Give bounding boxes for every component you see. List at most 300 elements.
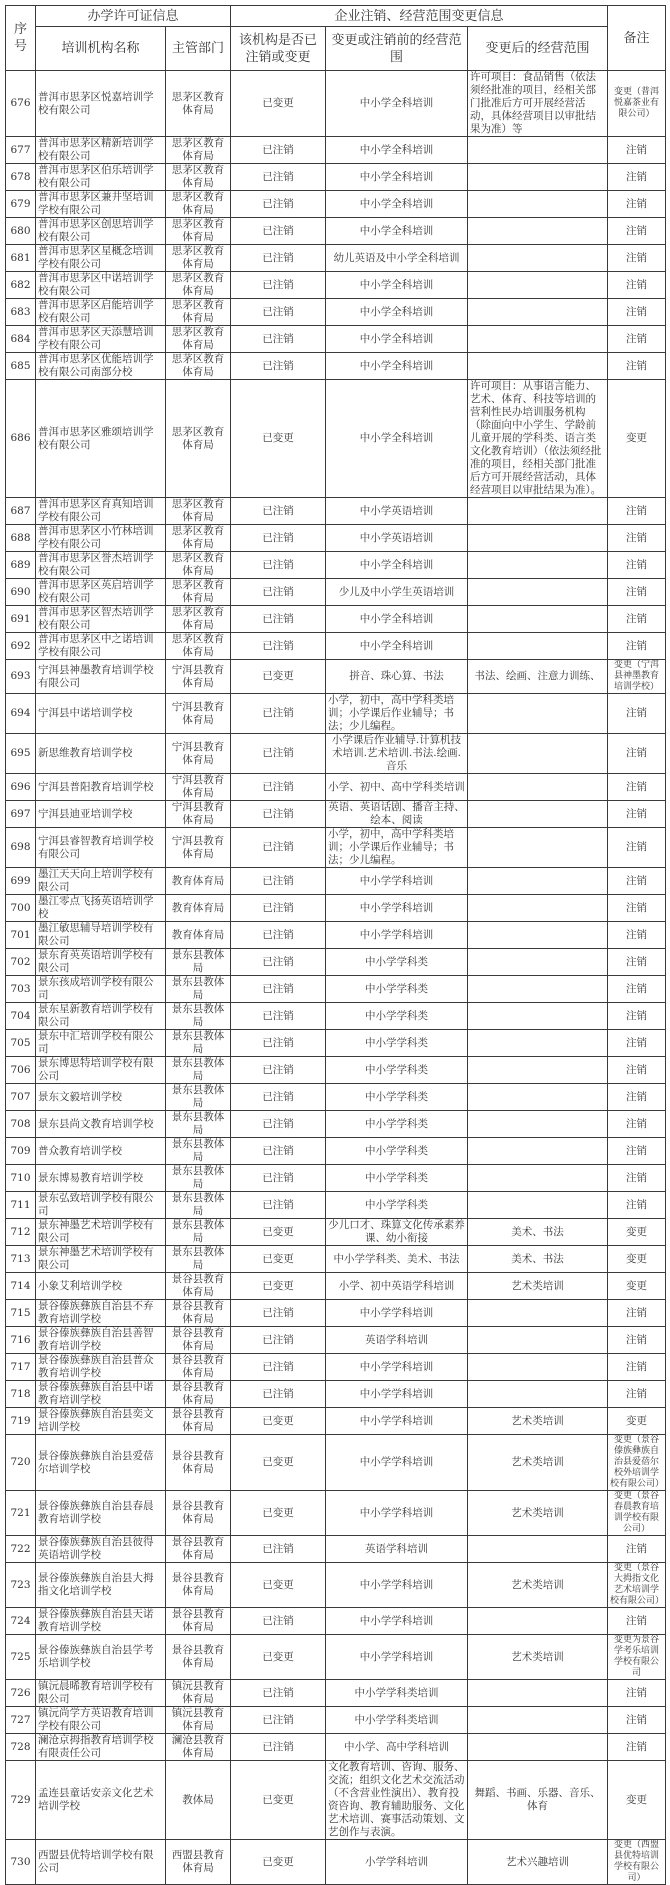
table-row bbox=[6, 868, 666, 895]
status: 已注销 bbox=[231, 326, 326, 353]
department: 镇沅县教育体育局 bbox=[166, 1680, 231, 1707]
remark: 变更（西盟县优特培训学校有限公司） bbox=[608, 1840, 666, 1885]
scope-before: 小学，初中，高中学科类培训；小学课后作业辅导；书法；少儿编程。 bbox=[326, 828, 468, 868]
scope-before: 中小学学科培训 bbox=[326, 1381, 468, 1408]
table-row bbox=[6, 895, 666, 922]
scope-before: 英语学科培训 bbox=[326, 1536, 468, 1563]
status: 已注销 bbox=[231, 218, 326, 245]
institution-name: 墨江天天向上培训学校有限公司 bbox=[36, 868, 166, 895]
institution-name: 普洱市思茅区中之诺培训学校有限公司 bbox=[36, 633, 166, 660]
scope-after bbox=[468, 353, 608, 380]
department: 景谷县教育体育局 bbox=[166, 1300, 231, 1327]
scope-before: 小学课后作业辅导.计算机技术培训.艺术培训.书法.绘画.音乐 bbox=[326, 734, 468, 774]
remark: 注销 bbox=[608, 1084, 666, 1111]
table-row bbox=[6, 1300, 666, 1327]
remark: 注销 bbox=[608, 579, 666, 606]
institution-name: 普洱市思茅区伯乐培训学校有限公司 bbox=[36, 164, 166, 191]
scope-before: 中小学全科培训 bbox=[326, 191, 468, 218]
scope-before: 中小学学科类 bbox=[326, 1057, 468, 1084]
scope-before: 少儿及中小学生英语培训 bbox=[326, 579, 468, 606]
row-number: 702 bbox=[6, 949, 36, 976]
institution-name: 宁洱县迪亚培训学校 bbox=[36, 801, 166, 828]
scope-after: 艺术类培训 bbox=[468, 1273, 608, 1300]
table-row bbox=[6, 606, 666, 633]
row-number: 695 bbox=[6, 734, 36, 774]
status: 已变更 bbox=[231, 660, 326, 694]
row-number: 707 bbox=[6, 1084, 36, 1111]
row-number: 706 bbox=[6, 1057, 36, 1084]
status: 已注销 bbox=[231, 1680, 326, 1707]
institution-name: 普洱市思茅区兼井坚培训学校有限公司 bbox=[36, 191, 166, 218]
department: 思茅区教育体育局 bbox=[166, 71, 231, 137]
scope-after bbox=[468, 498, 608, 525]
department: 宁洱县教育体育局 bbox=[166, 694, 231, 734]
scope-before: 中小学学科培训 bbox=[326, 895, 468, 922]
scope-after bbox=[468, 1536, 608, 1563]
scope-before: 中小学全科培训 bbox=[326, 380, 468, 498]
institution-name: 景东神墨艺术培训学校有限公司 bbox=[36, 1246, 166, 1273]
status: 已变更 bbox=[231, 1435, 326, 1491]
scope-after: 艺术类培训 bbox=[468, 1491, 608, 1536]
status: 已注销 bbox=[231, 895, 326, 922]
status: 已注销 bbox=[231, 1192, 326, 1219]
row-number: 682 bbox=[6, 272, 36, 299]
department: 景东县教体局 bbox=[166, 1246, 231, 1273]
scope-before: 中小学学科类 bbox=[326, 1084, 468, 1111]
table-row bbox=[6, 1635, 666, 1680]
institution-name: 景东育英英语培训学校有限公司 bbox=[36, 949, 166, 976]
scope-before: 中小学学科培训 bbox=[326, 1435, 468, 1491]
table-row bbox=[6, 1381, 666, 1408]
institution-name: 景谷傣族彝族自治县春晨教育培训学校 bbox=[36, 1491, 166, 1536]
department: 景东县教体局 bbox=[166, 1057, 231, 1084]
institution-name: 景东文毅培训学校 bbox=[36, 1084, 166, 1111]
scope-before: 中小学学科类 bbox=[326, 1165, 468, 1192]
institution-name: 墨江零点飞扬英语培训学校 bbox=[36, 895, 166, 922]
table-row bbox=[6, 1327, 666, 1354]
row-number: 705 bbox=[6, 1030, 36, 1057]
scope-after: 艺术类培训 bbox=[468, 1408, 608, 1435]
department: 景东县教体局 bbox=[166, 1192, 231, 1219]
department: 教育体育局 bbox=[166, 895, 231, 922]
scope-after bbox=[468, 895, 608, 922]
table-row bbox=[6, 922, 666, 949]
scope-after bbox=[468, 137, 608, 164]
row-number: 697 bbox=[6, 801, 36, 828]
table-row bbox=[6, 1408, 666, 1435]
remark: 变更 bbox=[608, 1219, 666, 1246]
institution-name: 镇沅晨晞教育培训学校有限公司 bbox=[36, 1680, 166, 1707]
status: 已注销 bbox=[231, 498, 326, 525]
institution-name: 普洱市思茅区育真知培训学校有限公司 bbox=[36, 498, 166, 525]
table-row bbox=[6, 1057, 666, 1084]
scope-after bbox=[468, 1138, 608, 1165]
table-row bbox=[6, 1563, 666, 1608]
remark: 变更（普洱悦嘉茶业有限公司） bbox=[608, 71, 666, 137]
institution-name: 景谷傣族彝族自治县彼得英语培训学校 bbox=[36, 1536, 166, 1563]
institution-name: 孟连县童话安亲文化艺术培训学校 bbox=[36, 1761, 166, 1840]
row-number: 709 bbox=[6, 1138, 36, 1165]
header-dept: 主管部门 bbox=[166, 27, 231, 71]
remark: 变更 bbox=[608, 380, 666, 498]
department: 思茅区教育体育局 bbox=[166, 191, 231, 218]
department: 思茅区教育体育局 bbox=[166, 633, 231, 660]
institution-name: 景东孩成培训学校有限公司 bbox=[36, 976, 166, 1003]
department: 景东县教体局 bbox=[166, 976, 231, 1003]
row-number: 708 bbox=[6, 1111, 36, 1138]
scope-after bbox=[468, 1300, 608, 1327]
institution-name: 景东中汇培训学校有限公司 bbox=[36, 1030, 166, 1057]
row-number: 727 bbox=[6, 1707, 36, 1734]
status: 已注销 bbox=[231, 1003, 326, 1030]
table-row bbox=[6, 660, 666, 694]
scope-before: 中小学全科培训 bbox=[326, 552, 468, 579]
row-number: 685 bbox=[6, 353, 36, 380]
scope-after: 美术、书法 bbox=[468, 1246, 608, 1273]
status: 已变更 bbox=[231, 1219, 326, 1246]
scope-after bbox=[468, 1680, 608, 1707]
scope-before: 中小学学科类 bbox=[326, 1111, 468, 1138]
remark: 注销 bbox=[608, 498, 666, 525]
scope-before: 小学学科培训 bbox=[326, 1840, 468, 1885]
status: 已变更 bbox=[231, 1840, 326, 1885]
table-row bbox=[6, 1030, 666, 1057]
status: 已注销 bbox=[231, 949, 326, 976]
institution-name: 景谷傣族彝族自治县善智教育培训学校 bbox=[36, 1327, 166, 1354]
remark: 注销 bbox=[608, 922, 666, 949]
status: 已变更 bbox=[231, 1761, 326, 1840]
remark: 注销 bbox=[608, 1138, 666, 1165]
scope-after bbox=[468, 1354, 608, 1381]
status: 已注销 bbox=[231, 1381, 326, 1408]
status: 已注销 bbox=[231, 137, 326, 164]
row-number: 680 bbox=[6, 218, 36, 245]
row-number: 679 bbox=[6, 191, 36, 218]
table-row bbox=[6, 579, 666, 606]
table-row bbox=[6, 1084, 666, 1111]
department: 思茅区教育体育局 bbox=[166, 606, 231, 633]
remark: 注销 bbox=[608, 949, 666, 976]
row-number: 693 bbox=[6, 660, 36, 694]
scope-after bbox=[468, 774, 608, 801]
scope-before: 拼音、珠心算、书法 bbox=[326, 660, 468, 694]
remark: 注销 bbox=[608, 606, 666, 633]
scope-after: 许可项目：食品销售（依法须经批准的项目，经相关部门批准后方可开展经营活动，具体经营项目以审批结果为准）等 bbox=[468, 71, 608, 137]
scope-before: 英语、英语话剧、播音主持、绘本、阅读 bbox=[326, 801, 468, 828]
institution-name: 普洱市思茅区小竹林培训学校有限公司 bbox=[36, 525, 166, 552]
department: 景东县教体局 bbox=[166, 1084, 231, 1111]
table-row bbox=[6, 498, 666, 525]
remark: 注销 bbox=[608, 525, 666, 552]
remark: 注销 bbox=[608, 1381, 666, 1408]
scope-before: 中小学学科类 bbox=[326, 1003, 468, 1030]
row-number: 714 bbox=[6, 1273, 36, 1300]
scope-before: 幼儿英语及中小学全科培训 bbox=[326, 245, 468, 272]
department: 思茅区教育体育局 bbox=[166, 272, 231, 299]
scope-after: 舞蹈、书画、乐器、音乐、体育 bbox=[468, 1761, 608, 1840]
remark: 注销 bbox=[608, 895, 666, 922]
status: 已注销 bbox=[231, 774, 326, 801]
department: 思茅区教育体育局 bbox=[166, 579, 231, 606]
table-row bbox=[6, 164, 666, 191]
table-row bbox=[6, 1165, 666, 1192]
scope-before: 中小学学科培训 bbox=[326, 1300, 468, 1327]
row-number: 715 bbox=[6, 1300, 36, 1327]
row-number: 728 bbox=[6, 1734, 36, 1761]
institution-name: 澜沧京拇指教育培训学校有限责任公司 bbox=[36, 1734, 166, 1761]
remark: 注销 bbox=[608, 976, 666, 1003]
institution-name: 景东弘致培训学校有限公司 bbox=[36, 1192, 166, 1219]
table-row bbox=[6, 1003, 666, 1030]
status: 已注销 bbox=[231, 1354, 326, 1381]
row-number: 719 bbox=[6, 1408, 36, 1435]
institution-name: 景东博思特培训学校有限公司 bbox=[36, 1057, 166, 1084]
scope-before: 中小学全科培训 bbox=[326, 299, 468, 326]
table-row bbox=[6, 299, 666, 326]
scope-before: 中小学学科培训 bbox=[326, 1491, 468, 1536]
department: 思茅区教育体育局 bbox=[166, 137, 231, 164]
department: 思茅区教育体育局 bbox=[166, 380, 231, 498]
institution-name: 普洱市思茅区悦嘉培训学校有限公司 bbox=[36, 71, 166, 137]
table-row bbox=[6, 976, 666, 1003]
institution-name: 普洱市思茅区中诺培训学校有限公司 bbox=[36, 272, 166, 299]
department: 景东县教体局 bbox=[166, 1138, 231, 1165]
scope-before: 中小学学科类 bbox=[326, 1192, 468, 1219]
table-row bbox=[6, 245, 666, 272]
row-number: 712 bbox=[6, 1219, 36, 1246]
remark: 注销 bbox=[608, 1003, 666, 1030]
row-number: 711 bbox=[6, 1192, 36, 1219]
status: 已变更 bbox=[231, 1408, 326, 1435]
institution-name: 景谷傣族彝族自治县不弃教育培训学校 bbox=[36, 1300, 166, 1327]
scope-after bbox=[468, 164, 608, 191]
row-number: 717 bbox=[6, 1354, 36, 1381]
table-row bbox=[6, 1192, 666, 1219]
institution-name: 景谷傣族彝族自治县天诺教育培训学校 bbox=[36, 1608, 166, 1635]
scope-before: 中小学、高中学科培训 bbox=[326, 1734, 468, 1761]
department: 景谷县教育体育局 bbox=[166, 1408, 231, 1435]
scope-after bbox=[468, 694, 608, 734]
scope-after bbox=[468, 922, 608, 949]
remark: 注销 bbox=[608, 191, 666, 218]
remark: 注销 bbox=[608, 1030, 666, 1057]
remark: 注销 bbox=[608, 164, 666, 191]
remark: 注销 bbox=[608, 801, 666, 828]
remark: 注销 bbox=[608, 633, 666, 660]
header-status: 该机构是否已注销或变更 bbox=[231, 27, 326, 71]
scope-after: 艺术类培训 bbox=[468, 1635, 608, 1680]
department: 景东县教体局 bbox=[166, 1030, 231, 1057]
status: 已变更 bbox=[231, 1491, 326, 1536]
table-row bbox=[6, 191, 666, 218]
scope-before: 中小学全科培训 bbox=[326, 633, 468, 660]
row-number: 686 bbox=[6, 380, 36, 498]
scope-after bbox=[468, 272, 608, 299]
institution-name: 景东星新教育培训学校有限公司 bbox=[36, 1003, 166, 1030]
row-number: 698 bbox=[6, 828, 36, 868]
scope-after bbox=[468, 633, 608, 660]
scope-after bbox=[468, 299, 608, 326]
table-row bbox=[6, 1273, 666, 1300]
row-number: 726 bbox=[6, 1680, 36, 1707]
institution-name: 普洱市思茅区天添慧培训学校有限公司 bbox=[36, 326, 166, 353]
institution-name: 普洱市思茅区智杰培训学校有限公司 bbox=[36, 606, 166, 633]
table-row bbox=[6, 1536, 666, 1563]
scope-after bbox=[468, 525, 608, 552]
table-row bbox=[6, 353, 666, 380]
status: 已注销 bbox=[231, 1707, 326, 1734]
scope-before: 中小学学科培训 bbox=[326, 1408, 468, 1435]
remark: 注销 bbox=[608, 326, 666, 353]
scope-after bbox=[468, 1030, 608, 1057]
status: 已注销 bbox=[231, 353, 326, 380]
status: 已注销 bbox=[231, 1327, 326, 1354]
status: 已注销 bbox=[231, 164, 326, 191]
department: 教育体育局 bbox=[166, 868, 231, 895]
institution-name: 墨江敏思辅导培训学校有限公司 bbox=[36, 922, 166, 949]
remark: 注销 bbox=[608, 694, 666, 734]
row-number: 716 bbox=[6, 1327, 36, 1354]
table-row bbox=[6, 694, 666, 734]
remark: 注销 bbox=[608, 272, 666, 299]
header-before: 变更或注销前的经营范围 bbox=[326, 27, 468, 71]
scope-before: 中小学学科类、美术、书法 bbox=[326, 1246, 468, 1273]
institution-name: 景谷傣族彝族自治县中诺教育培训学校 bbox=[36, 1381, 166, 1408]
row-number: 681 bbox=[6, 245, 36, 272]
department: 景谷县教育体育局 bbox=[166, 1381, 231, 1408]
remark: 注销 bbox=[608, 552, 666, 579]
scope-after bbox=[468, 1057, 608, 1084]
status: 已注销 bbox=[231, 801, 326, 828]
row-number: 678 bbox=[6, 164, 36, 191]
table-row bbox=[6, 1608, 666, 1635]
table-body bbox=[6, 71, 666, 1885]
row-number: 694 bbox=[6, 694, 36, 734]
department: 思茅区教育体育局 bbox=[166, 498, 231, 525]
department: 思茅区教育体育局 bbox=[166, 164, 231, 191]
status: 已注销 bbox=[231, 1300, 326, 1327]
row-number: 687 bbox=[6, 498, 36, 525]
row-number: 724 bbox=[6, 1608, 36, 1635]
row-number: 689 bbox=[6, 552, 36, 579]
department: 景谷县教育体育局 bbox=[166, 1563, 231, 1608]
status: 已注销 bbox=[231, 1536, 326, 1563]
status: 已注销 bbox=[231, 606, 326, 633]
status: 已注销 bbox=[231, 525, 326, 552]
department: 景谷县教育体育局 bbox=[166, 1435, 231, 1491]
status: 已注销 bbox=[231, 1111, 326, 1138]
status: 已变更 bbox=[231, 1246, 326, 1273]
table-row bbox=[6, 1761, 666, 1840]
department: 镇沅县教育体育局 bbox=[166, 1707, 231, 1734]
institution-name: 镇沅尚学方英语教育培训学校有限公司 bbox=[36, 1707, 166, 1734]
remark: 注销 bbox=[608, 774, 666, 801]
department: 西盟县教育体育局 bbox=[166, 1840, 231, 1885]
institution-name: 宁洱县普阳教育培训学校 bbox=[36, 774, 166, 801]
status: 已注销 bbox=[231, 245, 326, 272]
remark: 注销 bbox=[608, 1165, 666, 1192]
remark: 注销 bbox=[608, 245, 666, 272]
scope-before: 中小学全科培训 bbox=[326, 164, 468, 191]
scope-after bbox=[468, 1707, 608, 1734]
remark: 注销 bbox=[608, 1111, 666, 1138]
table-row bbox=[6, 774, 666, 801]
institution-name: 普众教育培训学校 bbox=[36, 1138, 166, 1165]
scope-before: 中小学全科培训 bbox=[326, 606, 468, 633]
remark: 注销 bbox=[608, 1057, 666, 1084]
institution-name: 普洱市思茅区创思培训学校有限公司 bbox=[36, 218, 166, 245]
table-row bbox=[6, 552, 666, 579]
department: 思茅区教育体育局 bbox=[166, 552, 231, 579]
remark: 变更（景谷春晨教育培训学校有限公司） bbox=[608, 1491, 666, 1536]
row-number: 710 bbox=[6, 1165, 36, 1192]
scope-after bbox=[468, 1608, 608, 1635]
remark: 变更为景谷学考乐培训学校有限公司 bbox=[608, 1635, 666, 1680]
department: 景东县教体局 bbox=[166, 1003, 231, 1030]
table-row bbox=[6, 1680, 666, 1707]
status: 已注销 bbox=[231, 1030, 326, 1057]
institution-name: 景谷傣族彝族自治县奕文培训学校 bbox=[36, 1408, 166, 1435]
table-row bbox=[6, 1219, 666, 1246]
scope-after bbox=[468, 1003, 608, 1030]
scope-after bbox=[468, 868, 608, 895]
scope-before: 中小学全科培训 bbox=[326, 326, 468, 353]
institution-name: 普洱市思茅区精新培训学校有限公司 bbox=[36, 137, 166, 164]
scope-after bbox=[468, 1165, 608, 1192]
scope-before: 中小学学科类培训 bbox=[326, 1680, 468, 1707]
table-row bbox=[6, 1246, 666, 1273]
remark: 注销 bbox=[608, 353, 666, 380]
row-number: 683 bbox=[6, 299, 36, 326]
row-number: 718 bbox=[6, 1381, 36, 1408]
scope-before: 中小学学科类 bbox=[326, 1138, 468, 1165]
status: 已注销 bbox=[231, 694, 326, 734]
row-number: 684 bbox=[6, 326, 36, 353]
scope-after bbox=[468, 1084, 608, 1111]
table-row bbox=[6, 525, 666, 552]
institution-name: 景东神墨艺术培训学校有限公司 bbox=[36, 1219, 166, 1246]
status: 已注销 bbox=[231, 734, 326, 774]
row-number: 725 bbox=[6, 1635, 36, 1680]
remark: 注销 bbox=[608, 299, 666, 326]
institution-name: 普洱市思茅区誉杰培训学校有限公司 bbox=[36, 552, 166, 579]
institution-name: 普洱市思茅区启能培训学校有限公司 bbox=[36, 299, 166, 326]
institution-name: 景谷傣族彝族自治县普众教育培训学校 bbox=[36, 1354, 166, 1381]
status: 已变更 bbox=[231, 71, 326, 137]
institution-name: 宁洱县中诺培训学校 bbox=[36, 694, 166, 734]
status: 已注销 bbox=[231, 579, 326, 606]
scope-before: 中小学全科培训 bbox=[326, 137, 468, 164]
status: 已注销 bbox=[231, 828, 326, 868]
table-row bbox=[6, 1840, 666, 1885]
row-number: 688 bbox=[6, 525, 36, 552]
institution-name: 景谷傣族彝族自治县学考乐培训学校 bbox=[36, 1635, 166, 1680]
status: 已注销 bbox=[231, 1057, 326, 1084]
scope-before: 少儿口才、珠算文化传承素养课、幼小衔接 bbox=[326, 1219, 468, 1246]
scope-after bbox=[468, 606, 608, 633]
department: 教育体育局 bbox=[166, 922, 231, 949]
status: 已注销 bbox=[231, 552, 326, 579]
remark: 变更（景谷傣族彝族自治县爱蓓尔校外培训学校有限公司） bbox=[608, 1435, 666, 1491]
table-row bbox=[6, 949, 666, 976]
remark: 注销 bbox=[608, 1536, 666, 1563]
scope-after bbox=[468, 552, 608, 579]
remark: 变更 bbox=[608, 1408, 666, 1435]
header-remark: 备注 bbox=[608, 6, 666, 71]
row-number: 730 bbox=[6, 1840, 36, 1885]
scope-before: 小学、初中英语学科培训 bbox=[326, 1273, 468, 1300]
row-number: 723 bbox=[6, 1563, 36, 1608]
